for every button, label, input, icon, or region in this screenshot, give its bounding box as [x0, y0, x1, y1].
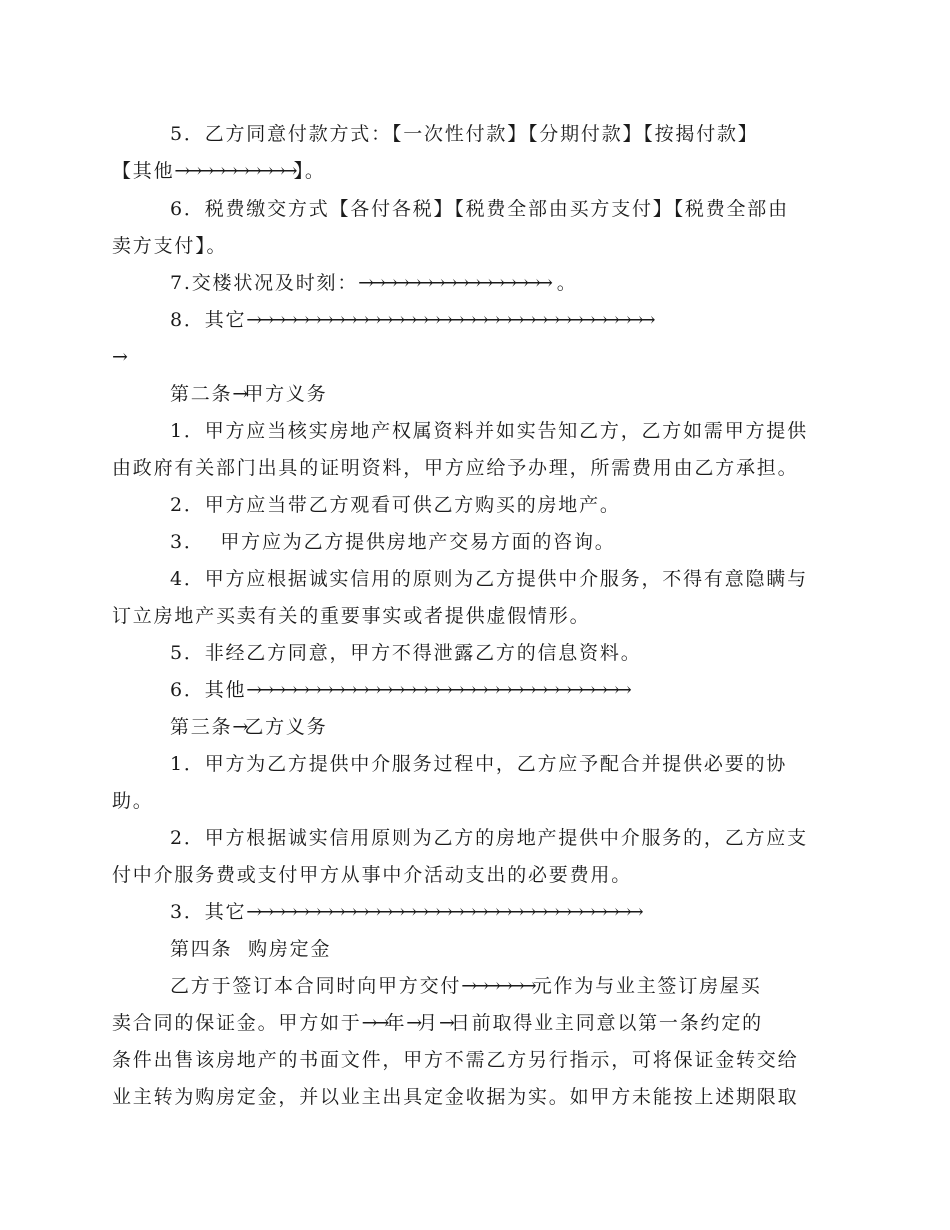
- text-line: 1．甲方应当核实房地产权属资料并如实告知乙方，乙方如需甲方提供: [170, 420, 808, 442]
- text-line: →: [112, 346, 124, 368]
- text-line: 订立房地产买卖有关的重要事实或者提供虚假情形。: [112, 605, 591, 627]
- text-line: 1．甲方为乙方提供中介服务过程中，乙方应予配合并提供必要的协: [170, 753, 788, 775]
- text-line: 2．甲方应当带乙方观看可供乙方购买的房地产。: [170, 494, 621, 516]
- text-line: 卖方支付】。: [112, 235, 228, 257]
- section-heading: 第二条→甲方义务: [170, 383, 328, 405]
- text-line: 7.交楼状况及时刻：→→→→→→→→→→→→→→→→ 。: [170, 272, 578, 294]
- text-line: 5．非经乙方同意，甲方不得泄露乙方的信息资料。: [170, 642, 642, 664]
- text-line: 8．其它→→→→→→→→→→→→→→→→→→→→→→→→→→→→→→→→→→: [170, 309, 652, 331]
- text-line: 业主转为购房定金，并以业主出具定金收据为实。如甲方未能按上述期限取: [112, 1086, 799, 1108]
- section-heading: 第四条 购房定金: [170, 938, 332, 960]
- text-line: 3． 甲方应为乙方提供房地产交易方面的咨询。: [170, 531, 616, 553]
- text-line: 2．甲方根据诚实信用原则为乙方的房地产提供中介服务的，乙方应支: [170, 827, 808, 849]
- text-line: 6．税费缴交方式【各付各税】【税费全部由买方支付】【税费全部由: [170, 198, 789, 220]
- text-line: 3．其它→→→→→→→→→→→→→→→→→→→→→→→→→→→→→→→→→: [170, 901, 640, 923]
- text-line: 由政府有关部门出具的证明资料，甲方应给予办理，所需费用由乙方承担。: [112, 457, 799, 479]
- text-line: 付中介服务费或支付甲方从事中介活动支出的必要费用。: [112, 864, 633, 886]
- text-line: 5．乙方同意付款方式：【一次性付款】【分期付款】【按揭付款】: [170, 123, 759, 145]
- text-line: 条件出售该房地产的书面文件，甲方不需乙方另行指示，可将保证金转交给: [112, 1049, 799, 1071]
- text-line: 卖合同的保证金。甲方如于→→年→月→日前取得业主同意以第一条约定的: [112, 1012, 763, 1034]
- text-line: 6．其他→→→→→→→→→→→→→→→→→→→→→→→→→→→→→→→→: [170, 679, 628, 701]
- text-line: 【其他→→→→→→→→→→】。: [112, 160, 326, 182]
- text-line: 4．甲方应根据诚实信用的原则为乙方提供中介服务，不得有意隐瞒与: [170, 568, 808, 590]
- section-heading: 第三条→乙方义务: [170, 716, 328, 738]
- text-line: 乙方于签订本合同时向甲方交付→→→→→→元作为与业主签订房屋买: [170, 975, 762, 997]
- text-line: 助。: [112, 790, 154, 812]
